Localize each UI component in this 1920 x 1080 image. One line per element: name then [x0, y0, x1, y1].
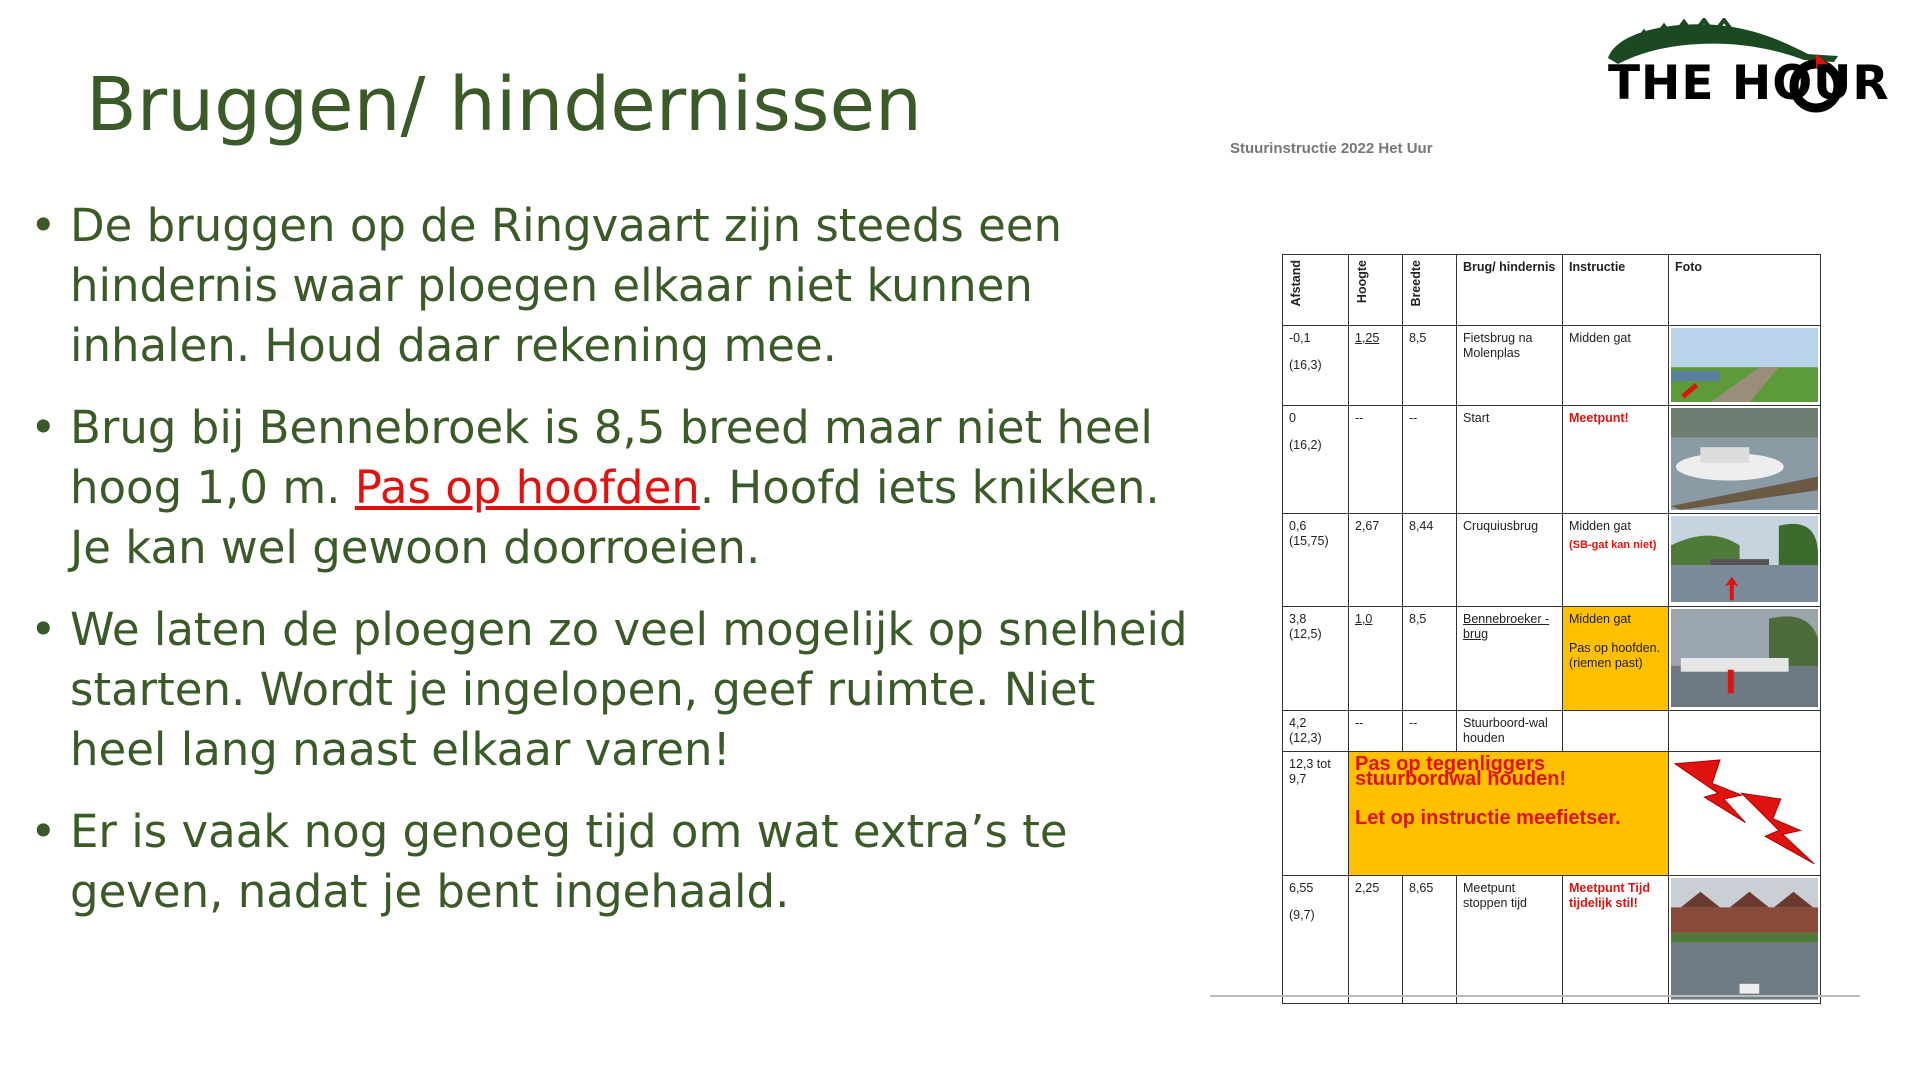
cell-hoogte: 1,0	[1349, 607, 1403, 711]
warning-oncoming: Pas op tegenliggers stuurbordwal houden!	[1355, 753, 1567, 790]
cell-afstand: 12,3 tot 9,7	[1283, 752, 1349, 876]
cell-brug: Cruquiusbrug	[1457, 514, 1563, 607]
lightning-warning-icon	[1669, 752, 1821, 876]
cell-brug: Stuurboord-wal houden	[1457, 711, 1563, 752]
bullet-item	[30, 196, 1200, 376]
table-row	[1283, 607, 1821, 711]
bullet-marker: •	[30, 805, 57, 858]
photo-meetpunt	[1669, 876, 1821, 1004]
header-breedte: Breedte	[1403, 255, 1457, 326]
cell-afstand: -0,1 (16,3)	[1283, 326, 1349, 406]
cell-instructie: Midden gat	[1563, 326, 1669, 406]
table-row	[1283, 326, 1821, 406]
divider	[1210, 995, 1860, 997]
cell-afstand: 4,2 (12,3)	[1283, 711, 1349, 752]
bullet-marker: •	[30, 603, 57, 656]
cell-instructie: Midden gat (SB-gat kan niet)	[1563, 514, 1669, 607]
photo-bridge-1	[1669, 326, 1821, 406]
cell-hoogte: --	[1349, 711, 1403, 752]
photo-bennebroekerbrug	[1669, 607, 1821, 711]
cell-breedte: 8,5	[1403, 326, 1457, 406]
cell-hoogte: 2,25	[1349, 876, 1403, 1004]
table-row	[1283, 876, 1821, 1004]
cell-hoogte: 1,25	[1349, 326, 1403, 406]
document-caption: Stuurinstructie 2022 Het Uur	[1230, 140, 1433, 157]
bullet-item	[30, 398, 1200, 578]
bullet-marker: •	[30, 199, 57, 252]
cell-hoogte: --	[1349, 406, 1403, 514]
steering-instruction-table	[1282, 254, 1821, 1004]
table-row	[1283, 514, 1821, 607]
bullet-text: We laten de ploegen zo veel mogelijk op snelheid starten. Wordt je ingelopen, geef ruimte. Niet heel lang naast elkaar varen!	[70, 603, 1188, 776]
warning-instruction: Let op instructie meefietser.	[1355, 807, 1621, 829]
cell-instructie	[1563, 711, 1669, 752]
cell-brug: Start	[1457, 406, 1563, 514]
warning-cell	[1349, 752, 1669, 876]
the-hour-logo	[1578, 18, 1900, 118]
cell-breedte: 8,5	[1403, 607, 1457, 711]
cell-breedte: 8,44	[1403, 514, 1457, 607]
header-hoogte: Hoogte	[1349, 255, 1403, 326]
table-row	[1283, 406, 1821, 514]
photo-cruquiusbrug	[1669, 514, 1821, 607]
cell-foto	[1669, 711, 1821, 752]
cell-breedte: --	[1403, 406, 1457, 514]
bullet-item	[30, 600, 1200, 780]
bullet-text: Brug bij Bennebroek is 8,5 breed maar niet heel hoog 1,0 m.	[70, 401, 1153, 514]
cell-instructie: Meetpunt!	[1563, 406, 1669, 514]
cell-brug: Meetpunt stoppen tijd	[1457, 876, 1563, 1004]
cell-breedte: --	[1403, 711, 1457, 752]
cell-brug: Fietsbrug na Molenplas	[1457, 326, 1563, 406]
bullet-list	[30, 196, 1200, 944]
cell-afstand: 3,8 (12,5)	[1283, 607, 1349, 711]
bullet-text: Er is vaak nog genoeg tijd om wat extra’s te geven, nadat je bent ingehaald.	[70, 805, 1068, 918]
cell-hoogte: 2,67	[1349, 514, 1403, 607]
cell-instructie: Meetpunt Tijd tijdelijk stil!	[1563, 876, 1669, 1004]
cell-breedte: 8,65	[1403, 876, 1457, 1004]
table-row	[1283, 752, 1821, 876]
table-row	[1283, 711, 1821, 752]
header-afstand: Afstand	[1283, 255, 1349, 326]
header-foto: Foto	[1669, 255, 1821, 326]
warning-link: Pas op hoofden	[354, 461, 700, 514]
cell-afstand: 0 (16,2)	[1283, 406, 1349, 514]
photo-start	[1669, 406, 1821, 514]
table-header-row	[1283, 255, 1821, 326]
bullet-text: . Hoofd iets knikken. Je kan wel gewoon doorroeien.	[70, 461, 1160, 574]
cell-instructie: Midden gat Pas op hoofden. (riemen past)	[1563, 607, 1669, 711]
header-instructie: Instructie	[1563, 255, 1669, 326]
cell-afstand: 0,6 (15,75)	[1283, 514, 1349, 607]
cell-brug: Bennebroeker -brug	[1457, 607, 1563, 711]
slide-title: Bruggen/ hindernissen	[86, 62, 922, 148]
bullet-text: De bruggen op de Ringvaart zijn steeds een hindernis waar ploegen elkaar niet kunnen inhalen. Houd daar rekening mee.	[70, 199, 1063, 372]
cell-afstand: 6,55 (9,7)	[1283, 876, 1349, 1004]
header-brug: Brug/ hindernis	[1457, 255, 1563, 326]
bullet-item	[30, 802, 1200, 922]
bullet-marker: •	[30, 401, 57, 454]
logo-text: THE HOUR	[1608, 56, 1890, 111]
